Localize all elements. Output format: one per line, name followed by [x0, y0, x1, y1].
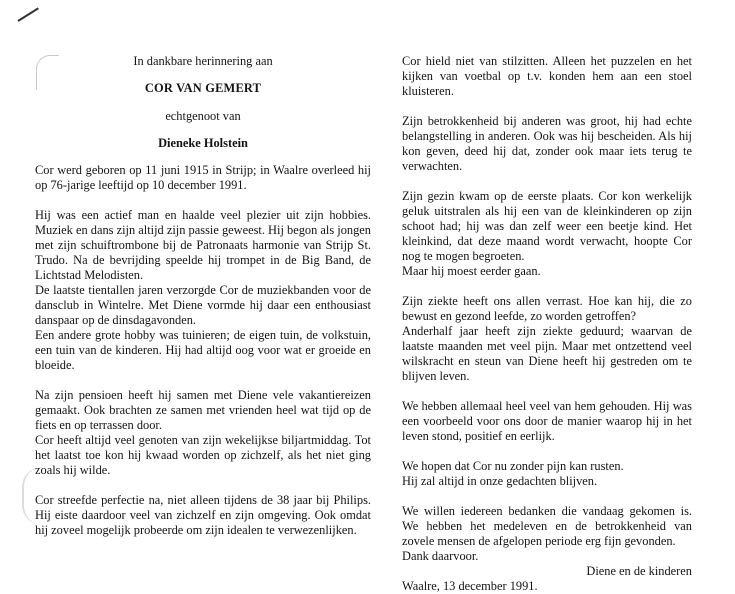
character-paragraph: Zijn betrokkenheid bij anderen was groot, hij had echte belangstelling in anderen. Ook was hij bescheiden. Als hij kon geven, deed hij dat, zonder ook maar iets terug te verwachten.	[402, 114, 692, 173]
spouse-name: Dieneke Holstein	[158, 136, 248, 150]
career-paragraph: Cor streefde perfectie na, niet alleen tijdens de 38 jaar bij Philips. Hij eiste daardoor veel van zichzelf en zijn omgeving. Ook omdat hij zoveel mogelijk probeerde om zijn idealen te verwezenlijken.	[35, 493, 371, 537]
illness-question: Zijn ziekte heeft ons allen verrast. Hoe kan hij, die zo bewust en gezond leefde, zo worden getroffen?	[402, 294, 692, 323]
thanks-line: Dank daarvoor.	[402, 549, 479, 563]
hobby-paragraph: Cor hield niet van stilzitten. Alleen het puzzelen en het kijken van voetbal op t.v. konden hem aan een stoel kluisteren.	[402, 54, 692, 98]
intro-line: In dankbare herinnering aan	[133, 54, 273, 68]
relation-line: echtgenoot van	[165, 109, 241, 123]
deceased-name: COR VAN GEMERT	[144, 81, 262, 95]
travel-paragraph: Na zijn pensioen heeft hij samen met Diene vele vakantiereizen gemaakt. Ook brachten ze samen met vrienden heel wat tijd op de fiets en op terrassen door.	[35, 388, 371, 432]
thanks-paragraph: We willen iedereen bedanken die vandaag gekomen is. We hebben het medeleven en de betrokkenheid van zovele mensen de afgelopen periode erg fijn gevonden.	[402, 504, 692, 548]
dance-paragraph: De laatste tientallen jaren verzorgde Cor de muziekbanden voor de dansclub in Wintelre. Met Diene vormde hij daar een enthousiast danspaar op de dinsdagavonden.	[35, 283, 371, 327]
love-paragraph: We hebben allemaal heel veel van hem gehouden. Hij was een voorbeeld voor ons door de manier waarop hij in het leven stond, positief en eerlijk.	[402, 399, 692, 443]
signature: Diene en de kinderen	[586, 564, 692, 578]
billiards-paragraph: Cor heeft altijd veel genoten van zijn wekelijkse biljartmiddag. Tot het laatst toe kon hij kwaad worden op zichzelf, als het niet ging zoals hij wilde.	[35, 433, 371, 477]
garden-paragraph: Een andere grote hobby was tuinieren; de eigen tuin, de volkstuin, een tuin van de kinderen. Hij had altijd oog voor wat er groeide en bloeide.	[35, 328, 371, 372]
pen-mark	[17, 7, 38, 21]
early-passing-line: Maar hij moest eerder gaan.	[402, 264, 541, 278]
memory-line: Hij zal altijd in onze gedachten blijven.	[402, 474, 598, 488]
left-column	[35, 54, 371, 538]
illness-paragraph: Anderhalf jaar heeft zijn ziekte geduurd; waarvan de laatste maanden met veel pijn. Maar met ontzettend veel wilskracht en steun van Diene heeft hij gestreden om te blijven leven.	[402, 324, 692, 383]
family-paragraph: Zijn gezin kwam op de eerste plaats. Cor kon werkelijk geluk uitstralen als hij een van de kleinkinderen op zijn schoot had; hij was dan zelf weer een beetje kind. Het kleinkind, dat deze maand wordt verwacht, hoopte Cor nog te mogen begroeten.	[402, 189, 692, 263]
right-column	[402, 54, 692, 594]
rest-line: We hopen dat Cor nu zonder pijn kan rusten.	[402, 459, 624, 473]
music-paragraph: Hij was een actief man en haalde veel plezier uit zijn hobbies. Muziek en dans zijn altijd zijn passie geweest. Hij begon als jongen met zijn schuiftrombone bij de Patronaats harmonie van Strijp St. Trudo. Na de bevrijding speelde hij trompet in de Big Band, de Lichtstad Melodisten.	[35, 208, 371, 282]
place-date: Waalre, 13 december 1991.	[402, 579, 538, 593]
birth-death-paragraph: Cor werd geboren op 11 juni 1915 in Strijp; in Waalre overleed hij op 76-jarige leeftijd op 10 december 1991.	[35, 163, 371, 192]
